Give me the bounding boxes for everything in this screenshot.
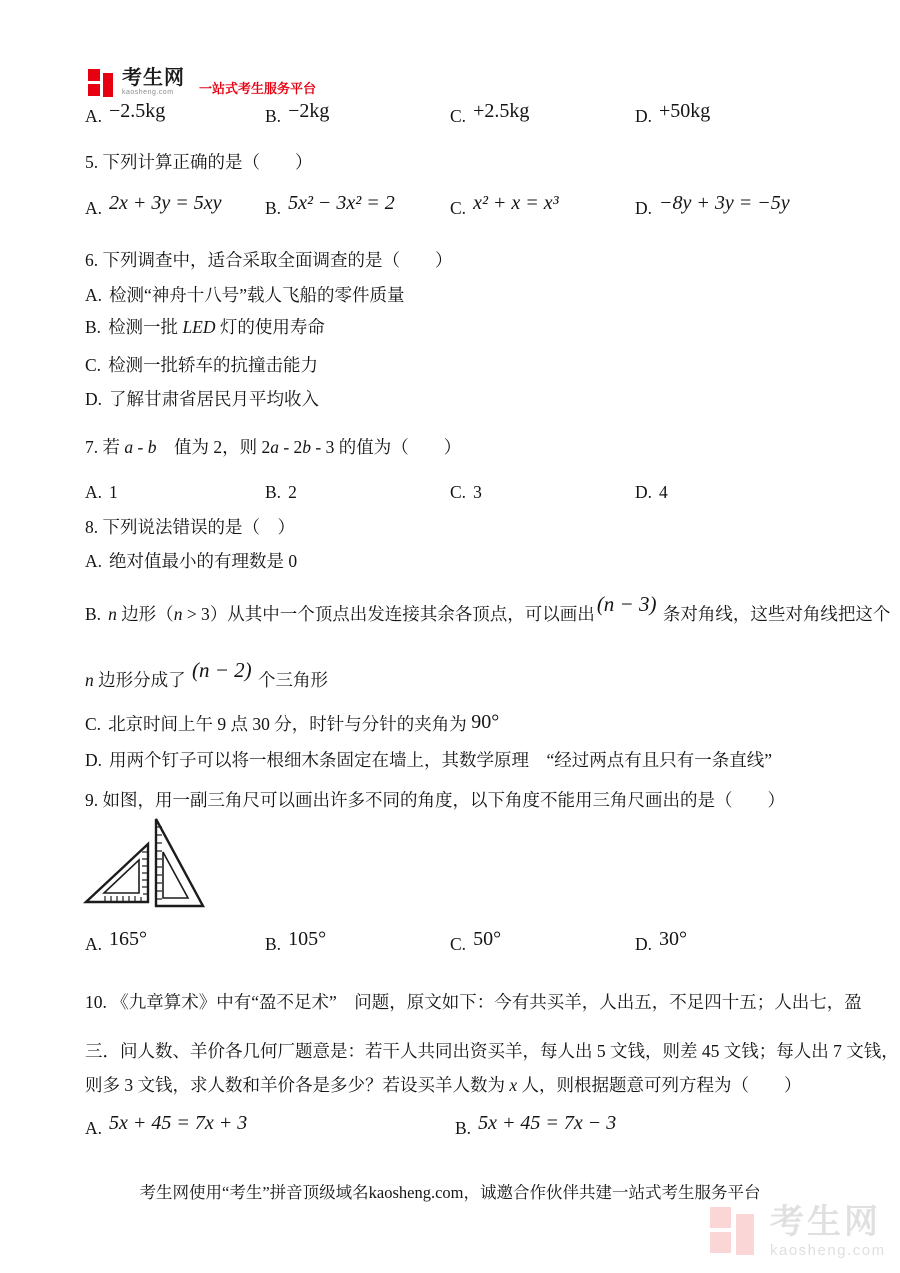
option-label: C.: [450, 934, 467, 954]
option-label: A.: [85, 198, 103, 218]
q7-options-row: [85, 482, 845, 512]
brand-name: 考生网: [122, 67, 185, 89]
q4-options-row: [85, 100, 845, 134]
option-text: 检测一批 LED 灯的使用寿命: [108, 317, 325, 337]
option-label: C.: [85, 714, 102, 734]
option-label: B.: [85, 317, 102, 337]
option-label: A.: [85, 285, 103, 305]
option-label: B.: [265, 106, 282, 126]
option-label: B.: [265, 482, 282, 502]
kaosheng-watermark-icon: [710, 1205, 762, 1255]
option-text: 用两个钉子可以将一根细木条固定在墙上，其数学原理 “经过两点有且只有一条直线”: [109, 750, 773, 770]
q6-stem: 6. 下列调查中，适合采取全面调查的是（ ）: [85, 250, 453, 270]
option-text: 北京时间上午 9 点 30 分，时针与分针的夹角为 90°: [108, 711, 500, 734]
option-formula: x² + x = x³: [473, 192, 559, 214]
option-label: A.: [85, 106, 103, 126]
kaosheng-logo: [88, 68, 316, 97]
option-formula: 5x + 45 = 7x − 3: [478, 1112, 617, 1134]
kaosheng-watermark: [710, 1205, 886, 1258]
option-label: D.: [85, 389, 103, 409]
option-label: D.: [635, 934, 653, 954]
option-value: +2.5kg: [473, 100, 530, 122]
option-label: A.: [85, 934, 103, 954]
option-label: D.: [635, 106, 653, 126]
q10-line3: 则多 3 文钱，求人数和羊价各是多少？若设买羊人数为 x 人，则根据题意可列方程为（ ）: [85, 1075, 802, 1095]
q9-stem: 9. 如图，用一副三角尺可以画出许多不同的角度，以下角度不能用三角尺画出的是（ ）: [85, 790, 785, 810]
option-value: 105°: [288, 928, 327, 950]
option-text: 绝对值最小的有理数是 0: [109, 551, 298, 571]
kaosheng-logo-icon: [88, 68, 118, 97]
footer-text: 考生网使用“考生”拼音顶级域名kaosheng.com，诚邀合作伙伴共建一站式考生服务平台: [139, 1183, 761, 1202]
watermark-brand: 考生网: [770, 1203, 881, 1241]
q6-option-c: [85, 355, 318, 377]
q8-option-d: [85, 750, 772, 772]
option-formula: 5x + 45 = 7x + 3: [109, 1112, 248, 1134]
option-label: C.: [450, 106, 467, 126]
q10-options-row: [85, 1112, 845, 1146]
option-text: 检测“神舟十八号”载人飞船的零件质量: [109, 285, 405, 305]
q6-option-a: [85, 285, 405, 307]
option-value: 165°: [109, 928, 148, 950]
option-text: n 边形（n > 3）从其中一个顶点出发连接其余各顶点，可以画出(n − 3) 条对角线，这些对角线把这个: [108, 592, 891, 624]
option-value: 30°: [659, 928, 688, 950]
q8-stem: 8. 下列说法错误的是（ ）: [85, 517, 295, 537]
q5-stem: 5. 下列计算正确的是（ ）: [85, 152, 313, 172]
option-label: D.: [85, 750, 103, 770]
option-value: 50°: [473, 928, 502, 950]
set-squares-figure: [83, 814, 213, 919]
q6-option-d: [85, 389, 319, 411]
option-value: 3: [473, 482, 482, 502]
q10-line2: 三．问人数、羊价各几何厂题意是：若干人共同出资买羊，每人出 5 文钱，则差 45 文钱；每人出 7 文钱，: [85, 1041, 899, 1061]
option-value: 1: [109, 482, 118, 502]
option-formula: 2x + 3y = 5xy: [109, 192, 222, 214]
q8-option-b-line2: [85, 658, 329, 692]
option-value: +50kg: [659, 100, 711, 122]
option-label: C.: [450, 198, 467, 218]
option-text: 检测一批轿车的抗撞击能力: [108, 355, 319, 375]
option-formula: 5x² − 3x² = 2: [288, 192, 395, 214]
option-label: D.: [635, 198, 653, 218]
option-value: −2.5kg: [109, 100, 166, 122]
option-label: D.: [635, 482, 653, 502]
option-label: A.: [85, 482, 103, 502]
set-squares-icon: [83, 814, 213, 914]
q6-option-b: [85, 317, 325, 339]
q10-line1: 10. 《九章算术》中有“盈不足术” 问题，原文如下：今有共买羊，人出五，不足四十五；人出七，盈: [85, 992, 862, 1012]
brand-tagline: 一站式考生服务平台: [199, 81, 317, 96]
q8-option-b-line1: [85, 592, 891, 626]
brand-domain: kaosheng.com: [122, 89, 174, 96]
q8-option-c: [85, 712, 499, 737]
option-label: B.: [455, 1118, 472, 1138]
option-value: −2kg: [288, 100, 330, 122]
q9-options-row: [85, 928, 845, 962]
option-text: n 边形分成了 (n − 2) 个三角形: [85, 658, 329, 690]
option-label: B.: [265, 934, 282, 954]
option-label: B.: [85, 604, 102, 624]
option-label: C.: [450, 482, 467, 502]
q8-option-a: [85, 551, 297, 573]
option-label: A.: [85, 551, 103, 571]
q5-options-row: [85, 192, 845, 226]
q7-stem: 7. 若 a - b 值为 2，则 2a - 2b - 3 的值为（ ）: [85, 437, 462, 457]
watermark-domain: kaosheng.com: [770, 1242, 886, 1259]
option-value: 4: [659, 482, 668, 502]
option-label: C.: [85, 355, 102, 375]
option-label: A.: [85, 1118, 103, 1138]
option-label: B.: [265, 198, 282, 218]
option-formula: −8y + 3y = −5y: [659, 192, 790, 214]
option-text: 了解甘肃省居民月平均收入: [109, 389, 320, 409]
option-value: 2: [288, 482, 297, 502]
